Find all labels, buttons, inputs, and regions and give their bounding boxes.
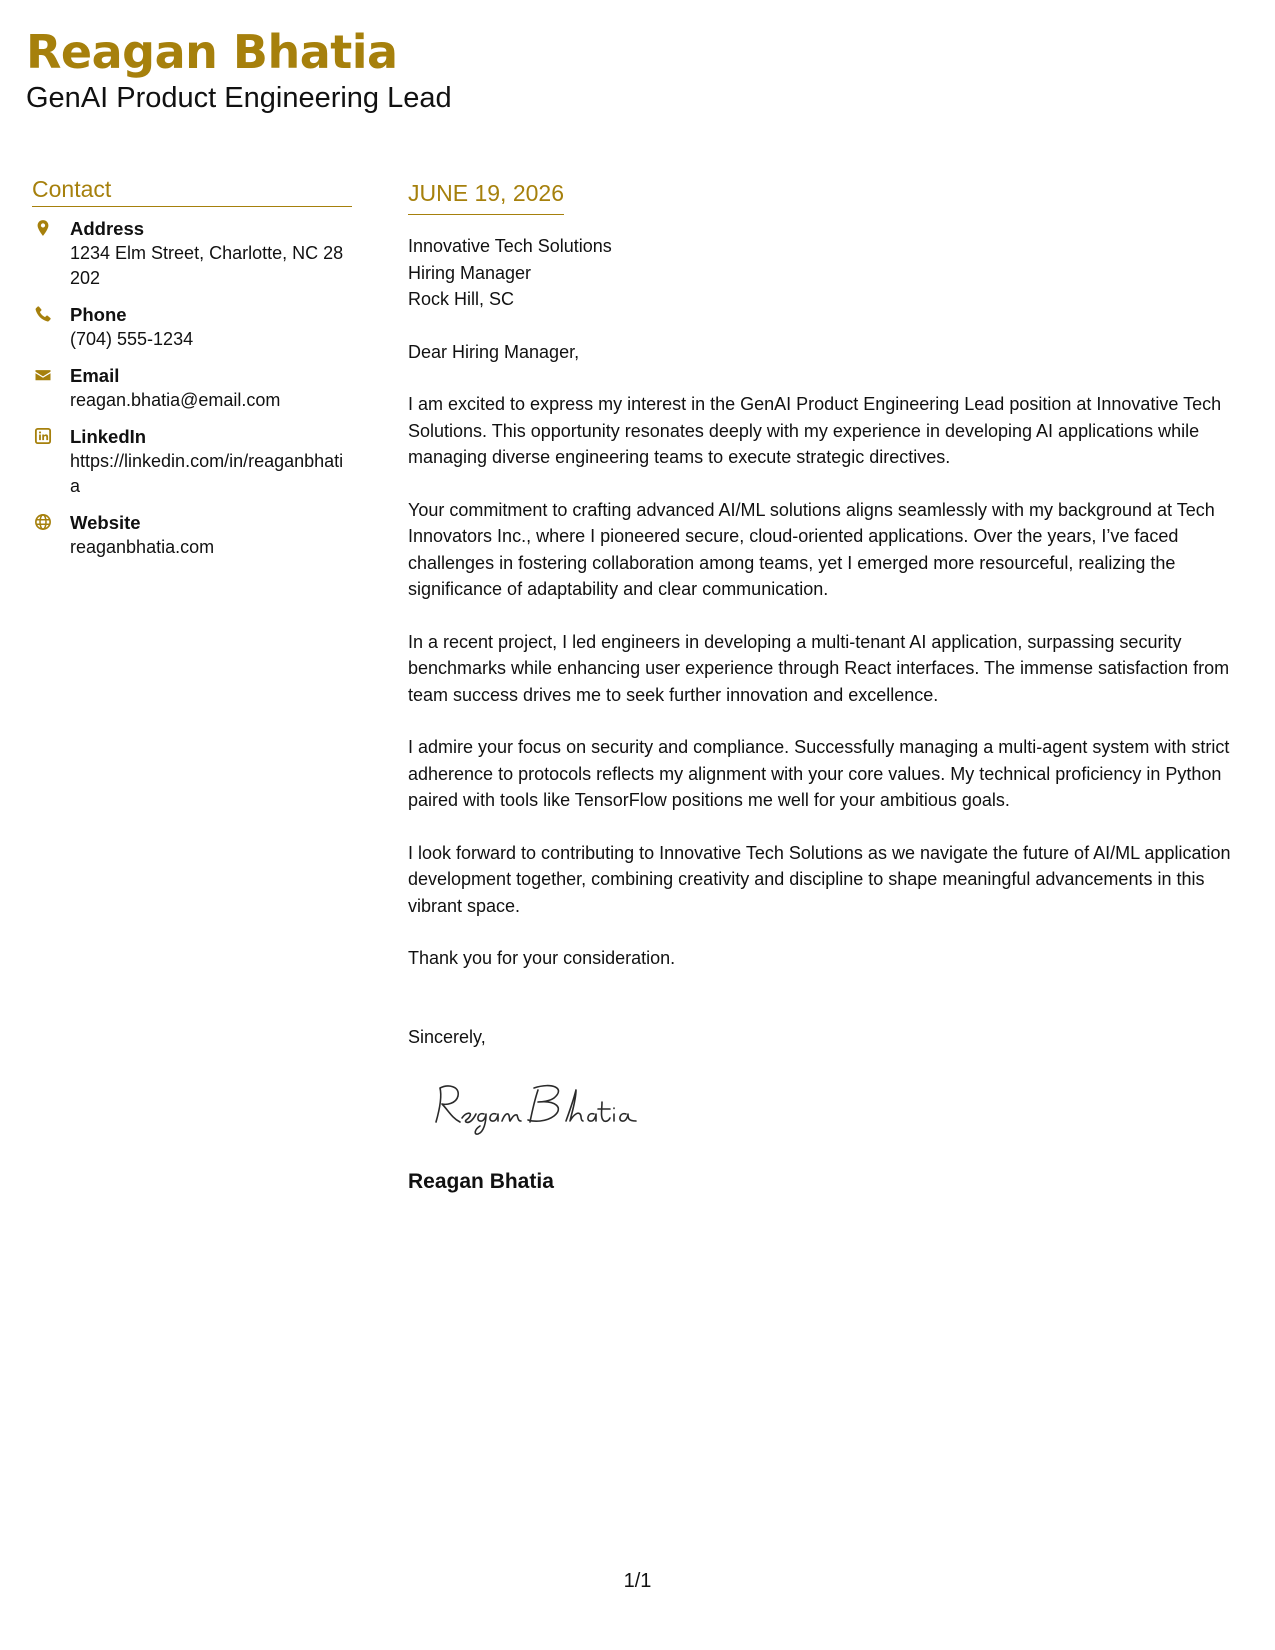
paragraph: I admire your focus on security and compliance. Successfully managing a multi-agent system with strict adherence to protocols reflects my alignment with your core values. My technical proficiency in Python paired with tools like TensorFlow positions me well for your ambitious goals. [408,737,1230,810]
letter-body [408,178,1256,1196]
handwritten-signature [426,1078,1256,1138]
salutation: Dear Hiring Manager, [408,341,580,362]
contact-label-linkedin: LinkedIn [70,426,147,447]
contact-item-website [32,511,352,560]
paragraph: I am excited to express my interest in the GenAI Product Engineering Lead position at Innovative Tech Solutions. This opportunity resonates deeply with my experience in developing AI applications while managing diverse engineering teams to execute strategic directives. [408,394,1222,467]
contact-value-address: 1234 Elm Street, Charlotte, NC 28202 [70,243,344,288]
recipient-block [408,233,1256,313]
recipient-location: Rock Hill, SC [408,289,515,309]
contact-value-website[interactable]: reaganbhatia.com [70,537,215,557]
paragraph: I look forward to contributing to Innovative Tech Solutions as we navigate the future of AI/ML application development together, combining creativity and discipline to shape meaningful advancements in this vibrant space. [408,842,1231,916]
contact-label-website: Website [70,512,141,533]
letter-date: JUNE 19, 2026 [408,178,564,215]
candidate-name: Reagan Bhatia [26,25,398,79]
recipient-company: Innovative Tech Solutions [408,236,612,256]
paragraph: Thank you for your consideration. [408,948,676,968]
contact-value-linkedin[interactable]: https://linkedin.com/in/reaganbhatia [70,451,344,496]
contact-label-email: Email [70,365,120,386]
contact-item-linkedin [32,425,352,499]
paragraph: In a recent project, I led engineers in developing a multi-tenant AI application, surpassing security benchmarks while enhancing user experience through React interfaces. The immense satisfaction from team success drives me to seek further innovation and excellence. [408,631,1230,705]
phone-icon [34,305,52,323]
paragraph: Your commitment to crafting advanced AI/ML solutions aligns seamlessly with my background at Tech Innovators Inc., where I pioneered secure, cloud-oriented applications. Over the years, I’ve faced challenges in fostering collaboration among teams, yet I emerged more resourceful, realizing the significance of adaptability and clear communication. [408,499,1215,599]
closing: Sincerely, [408,1026,486,1047]
contact-value-email[interactable]: reagan.bhatia@email.com [70,390,281,410]
linkedin-icon [34,427,52,445]
envelope-icon [34,366,52,384]
map-marker-icon [34,219,52,237]
contact-value-phone: (704) 555-1234 [70,329,194,349]
page-number: 1/1 [623,1570,652,1592]
contact-item-phone [32,303,352,352]
recipient-title: Hiring Manager [408,262,532,283]
contact-heading: Contact [32,174,352,207]
globe-icon [34,513,52,531]
contact-label-phone: Phone [70,304,127,325]
signer-name: Reagan Bhatia [408,1170,554,1193]
contact-item-email [32,364,352,413]
contact-label-address: Address [70,218,145,239]
job-title: GenAI Product Engineering Lead [26,82,452,114]
contact-sidebar [32,174,352,572]
contact-item-address [32,217,352,291]
